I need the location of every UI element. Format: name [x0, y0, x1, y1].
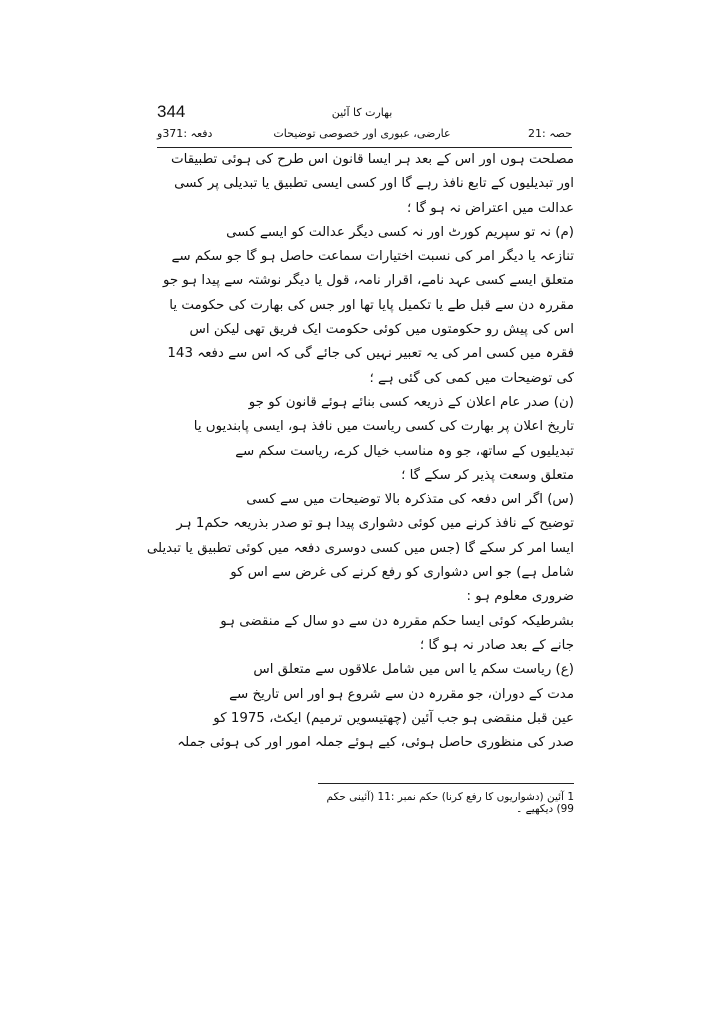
text-line: بشرطیکہ کوئی ایسا حکم مقررہ دن سے دو سال کے منقضی ہو: [220, 613, 574, 629]
text-line: شامل ہے) جو اس دشواری کو رفع کرنے کی غرض سے اس کو: [230, 565, 574, 581]
text-line: تنازعہ یا دیگر امر کی نسبت اختیارات سماعت حاصل ہو گا جو سکم سے: [171, 249, 574, 265]
text-line: (ن) صدر عام اعلان کے ذریعہ کسی بنائے ہوئے قانون کو جو: [248, 394, 574, 410]
text-line: عین قبل منقضی ہو جب آئین (چھتیسویں ترمیم) ایکٹ، 1975 کو: [213, 710, 574, 726]
body-text: [146, 148, 574, 755]
text-line: متعلق ایسے کسی عہد نامے، اقرار نامہ، قول یا دیگر نوشتہ سے پیدا ہو جو: [162, 273, 574, 289]
text-line: (س) اگر اس دفعہ کی متذکرہ بالا توضیحات میں سے کسی: [246, 492, 574, 508]
text-line: ضروری معلوم ہو :: [466, 589, 574, 605]
text-line: فقرہ میں کسی امر کی یہ تعبیر نہیں کی جائے گی کہ اس سے دفعہ 143: [167, 346, 574, 362]
header-title: بھارت کا آئین: [331, 106, 393, 119]
header-section-number: دفعہ :371و: [157, 127, 213, 140]
text-line: (ع) ریاست سکم یا اس میں شامل علاقوں سے متعلق اس: [253, 662, 574, 678]
text-line: مدت کے دوران، جو مقررہ دن سے شروع ہو اور اس تاریخ سے: [229, 686, 574, 702]
text-line: اس کی پیش رو حکومتوں میں کوئی حکومت ایک فریق تھی لیکن اس: [189, 322, 574, 338]
header-chapter-title: عارضی، عبوری اور خصوصی توضیحات: [273, 127, 451, 140]
text-line: اور تبدیلیوں کے تابع نافذ رہے گا اور کسی ایسی تطبیق یا تبدیلی پر کسی: [174, 176, 574, 192]
text-line: متعلق وسعت پذیر کر سکے گا ؛: [401, 467, 574, 483]
footnote: 1 آئین (دشواریوں کا رفع کرنا) حکم نمبر :11 (آئینی حکم 99) دیکھیے ۔: [326, 791, 574, 815]
header-part-number: حصہ :21: [528, 127, 572, 140]
text-line: تبدیلیوں کے ساتھ، جو وہ مناسب خیال کرے، ریاست سکم سے: [235, 443, 574, 459]
footnote-divider: [318, 783, 574, 784]
text-line: جانے کے بعد صادر نہ ہو گا ؛: [419, 637, 574, 653]
text-line: عدالت میں اعتراض نہ ہو گا ؛: [406, 200, 574, 216]
text-line: (م) نہ تو سپریم کورٹ اور نہ کسی دیگر عدالت کو ایسے کسی: [226, 224, 574, 240]
text-line: ایسا امر کر سکے گا (جس میں کسی دوسری دفعہ میں کوئی تطبیق یا تبدیلی: [146, 540, 574, 556]
text-line: مصلحت ہوں اور اس کے بعد ہر ایسا قانون اس طرح کی ہوئی تطبیقات: [171, 152, 574, 167]
text-line: تاریخ اعلان پر بھارت کی کسی ریاست میں نافذ ہو، ایسی پابندیوں یا: [193, 419, 574, 435]
text-line: صدر کی منظوری حاصل ہوئی، کیے ہوئے جملہ امور اور کی ہوئی جملہ: [177, 735, 574, 751]
text-line: کی توضیحات میں کمی کی گئی ہے ؛: [369, 370, 574, 386]
page-number: 344: [157, 102, 186, 121]
text-line: توضیح کے نافذ کرنے میں کوئی دشواری پیدا ہو تو صدر بذریعہ حکم1 ہر: [176, 516, 574, 532]
text-line: مقررہ دن سے قبل طے یا تکمیل پایا تھا اور جس کی بھارت کی حکومت یا: [169, 297, 574, 313]
